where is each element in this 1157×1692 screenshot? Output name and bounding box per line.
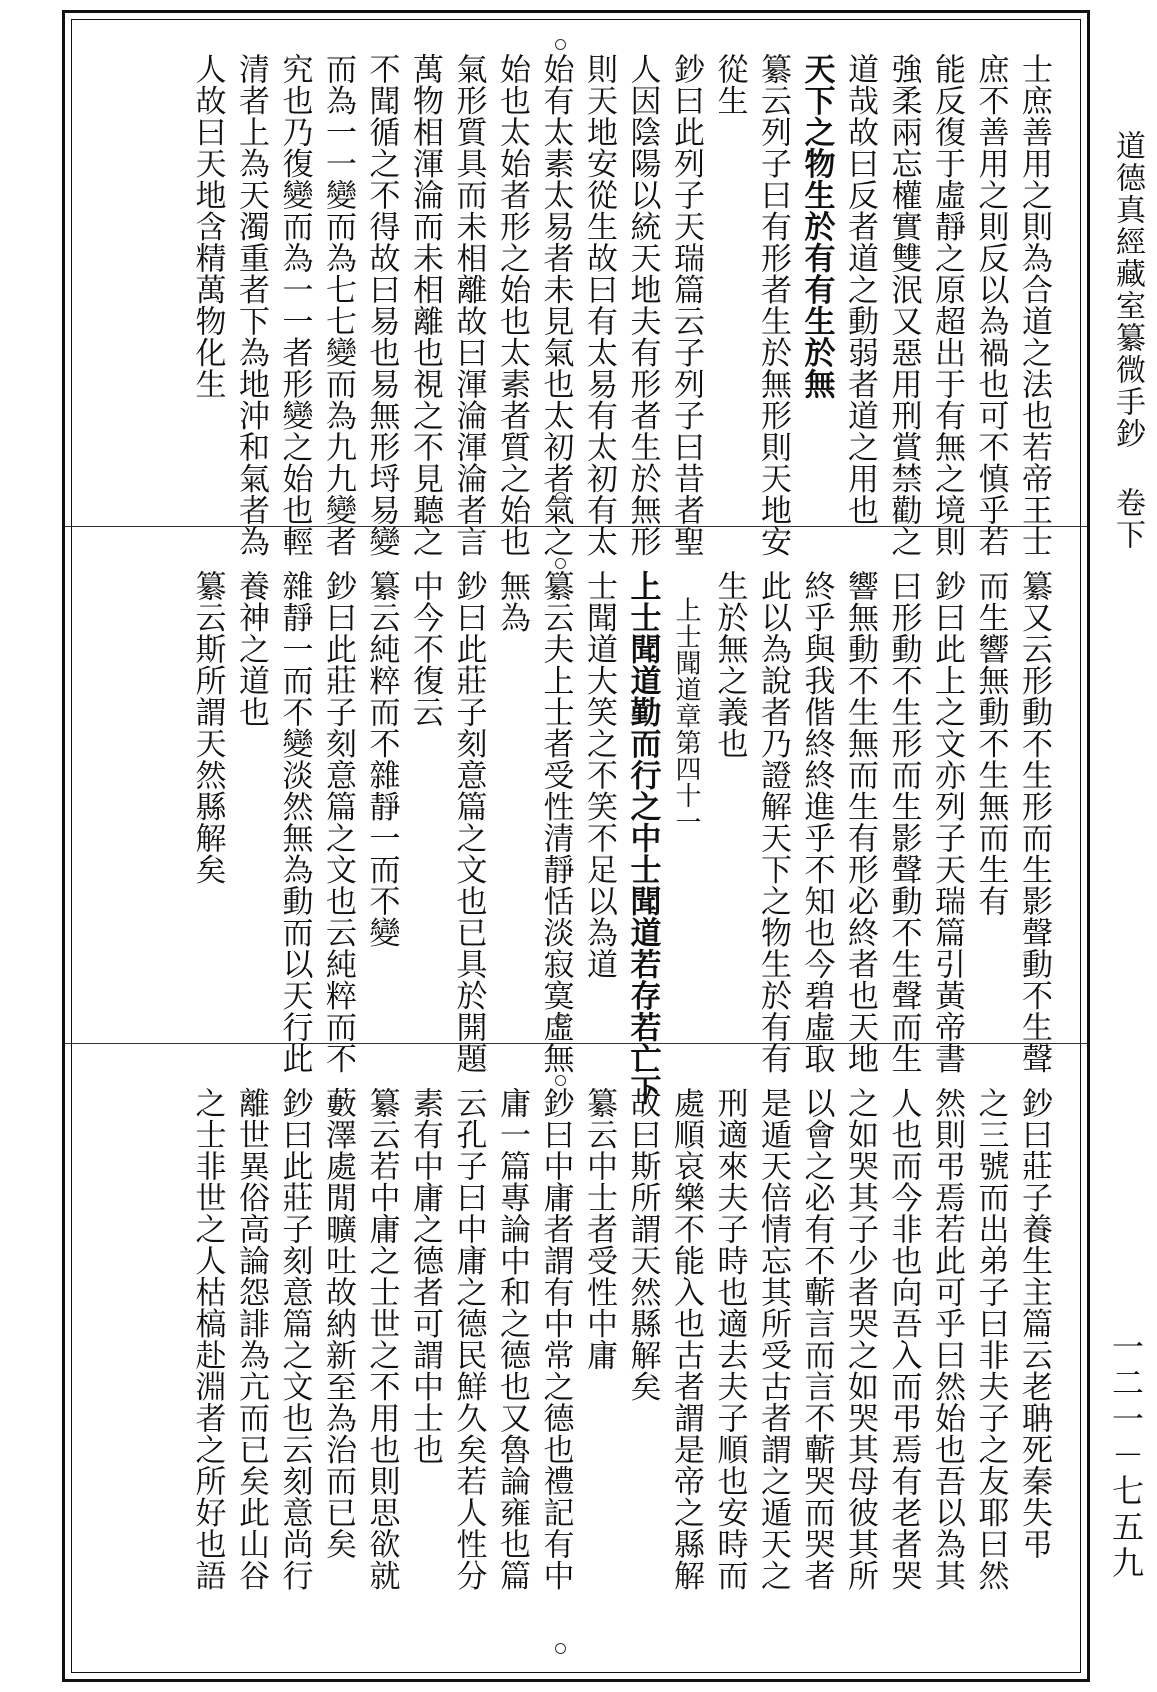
binding-dot (555, 492, 566, 503)
text-column: 是遁天倍情忘其所受古者謂之遁天之 (755, 1087, 791, 1591)
text-column: 然則弔焉若此可乎曰然始也吾以為其 (929, 1087, 965, 1591)
text-column: 鈔曰中庸者謂有中常之德也禮記有中 (537, 1087, 574, 1591)
text-column: 處順哀樂不能入也古者謂是帝之縣解 (668, 1087, 704, 1591)
text-column: 鈔曰此莊子刻意篇之文也已具於開題 (450, 570, 487, 1074)
text-column: 強柔兩忘權實雙泯又惡用刑賞禁勸之 (885, 53, 922, 557)
text-column: 纂云若中庸之士世之不用也則思欲就 (363, 1087, 400, 1591)
text-column: 人故曰天地含精萬物化生 (189, 53, 226, 400)
text-column: 鈔曰此莊子刻意篇之文也云刻意尚行 (276, 1087, 313, 1591)
text-column: 而生響無動不生無而生有 (972, 570, 1009, 917)
text-column: 纂云中士者受性中庸 (581, 1087, 617, 1371)
text-column: 之三號而出弟子曰非夫子之友耶曰然 (972, 1087, 1009, 1591)
text-column: 清者上為天濁重者下為地沖和氣者為 (233, 53, 269, 557)
text-column: 養神之道也 (233, 570, 269, 728)
text-column: 士庶善用之則為合道之法也若帝王士 (1016, 53, 1052, 557)
register-middle (105, 570, 1055, 1106)
text-column: 庸一篇專論中和之德也又魯論雍也篇 (494, 1087, 530, 1591)
text-column: 氣形質具而未相離故曰渾淪渾淪者言 (450, 53, 487, 557)
text-column: 鈔曰此上之文亦列子天瑞篇引黃帝書 (929, 570, 965, 1074)
text-column: 纂云斯所謂天然縣解矣 (189, 570, 226, 885)
text-column: 雜靜一而不變淡然無為動而以天行此 (276, 570, 313, 1074)
text-column: 纂又云形動不生形而生影聲動不生聲 (1016, 570, 1052, 1074)
binding-dot (555, 1643, 566, 1654)
book-title-margin: 道德真經藏室纂微手鈔 卷下 (1110, 130, 1145, 551)
binding-dot (555, 1014, 566, 1025)
text-column: 纂云夫上士者受性清靜恬淡寂寞虛無 (537, 570, 574, 1074)
text-column: 云孔子曰中庸之德民鮮久矣若人性分 (450, 1087, 487, 1591)
text-column: 之如哭其子少者哭之如哭其母彼其所 (842, 1087, 878, 1591)
register-top (105, 53, 1055, 557)
text-column: 以會之必有不蘄言而言不蘄哭而哭者 (798, 1087, 835, 1591)
text-column: 此以為說者乃證解天下之物生於有有 (755, 570, 791, 1074)
text-column: 道哉故曰反者道之動弱者道之用也 (842, 53, 878, 526)
binding-dot (555, 39, 566, 50)
text-column: 故曰斯所謂天然縣解矣 (624, 1087, 661, 1402)
text-column: 無為 (494, 570, 530, 633)
text-column: 則天地安從生故曰有太易有太初有太 (581, 53, 617, 557)
text-column: 鈔曰此列子天瑞篇云子列子曰昔者聖 (668, 53, 704, 557)
register-bottom (105, 1087, 1055, 1647)
text-column: 離世異俗高論怨誹為亢而已矣此山谷 (233, 1087, 269, 1591)
page-frame (62, 10, 1090, 1682)
text-column: 鈔曰莊子養生主篇云老聃死秦失弔 (1016, 1087, 1052, 1560)
text-column: 不聞循之不得故曰易也易無形埒易變 (363, 53, 400, 557)
text-column: 從生 (711, 53, 748, 116)
text-column: 究也乃復變而為一一者形變之始也輕 (276, 53, 313, 557)
text-column: 始也太始者形之始也太素者質之始也 (494, 53, 530, 557)
text-column: 中今不復云 (407, 570, 443, 728)
text-column: 庶不善用之則反以為禍也可不慎乎若 (972, 53, 1009, 557)
text-column: 人也而今非也向吾入而弔焉有老者哭 (885, 1087, 922, 1591)
text-column: 纂云列子曰有形者生於無形則天地安 (755, 53, 791, 557)
binding-dot (555, 558, 566, 569)
text-column: 能反復于虛靜之原超出于有無之境則 (929, 53, 965, 557)
text-column: 曰形動不生形而生影聲動不生聲而生 (885, 570, 922, 1074)
text-column: 生於無之義也 (711, 570, 748, 759)
text-column: 素有中庸之德者可謂中士也 (407, 1087, 443, 1465)
text-column: 終乎與我偕終終進乎不知也今碧虛取 (798, 570, 835, 1074)
text-column: 而為一一變而為七七變而為九九變者 (320, 53, 356, 557)
text-column: 天下之物生於有有生於無 (798, 53, 835, 400)
text-column: 士聞道大笑之不笑不足以為道 (581, 570, 617, 980)
text-column: 藪澤處閒曠吐故納新至為治而已矣 (320, 1087, 356, 1560)
text-column: 上士聞道勤而行之中士聞道若存若亡下 (624, 570, 661, 1106)
page-number-margin: 一二一－七五九 (1107, 1330, 1145, 1582)
text-column: 始有太素太易者未見氣也太初者氣之 (537, 53, 574, 557)
text-column: 萬物相渾淪而未相離也視之不見聽之 (407, 53, 443, 557)
binding-dot (555, 1075, 566, 1086)
text-column: 人因陰陽以統天地夫有形者生於無形 (624, 53, 661, 557)
text-column: 上士聞道章第四十一 (671, 570, 701, 835)
text-column: 刑適來夫子時也適去夫子順也安時而 (711, 1087, 748, 1591)
text-column: 鈔曰此莊子刻意篇之文也云純粹而不 (320, 570, 356, 1074)
text-column: 之士非世之人枯槁赴淵者之所好也語 (189, 1087, 226, 1591)
text-column: 纂云純粹而不雜靜一而不變 (363, 570, 400, 948)
text-column: 響無動不生無而生有形必終者也天地 (842, 570, 878, 1074)
